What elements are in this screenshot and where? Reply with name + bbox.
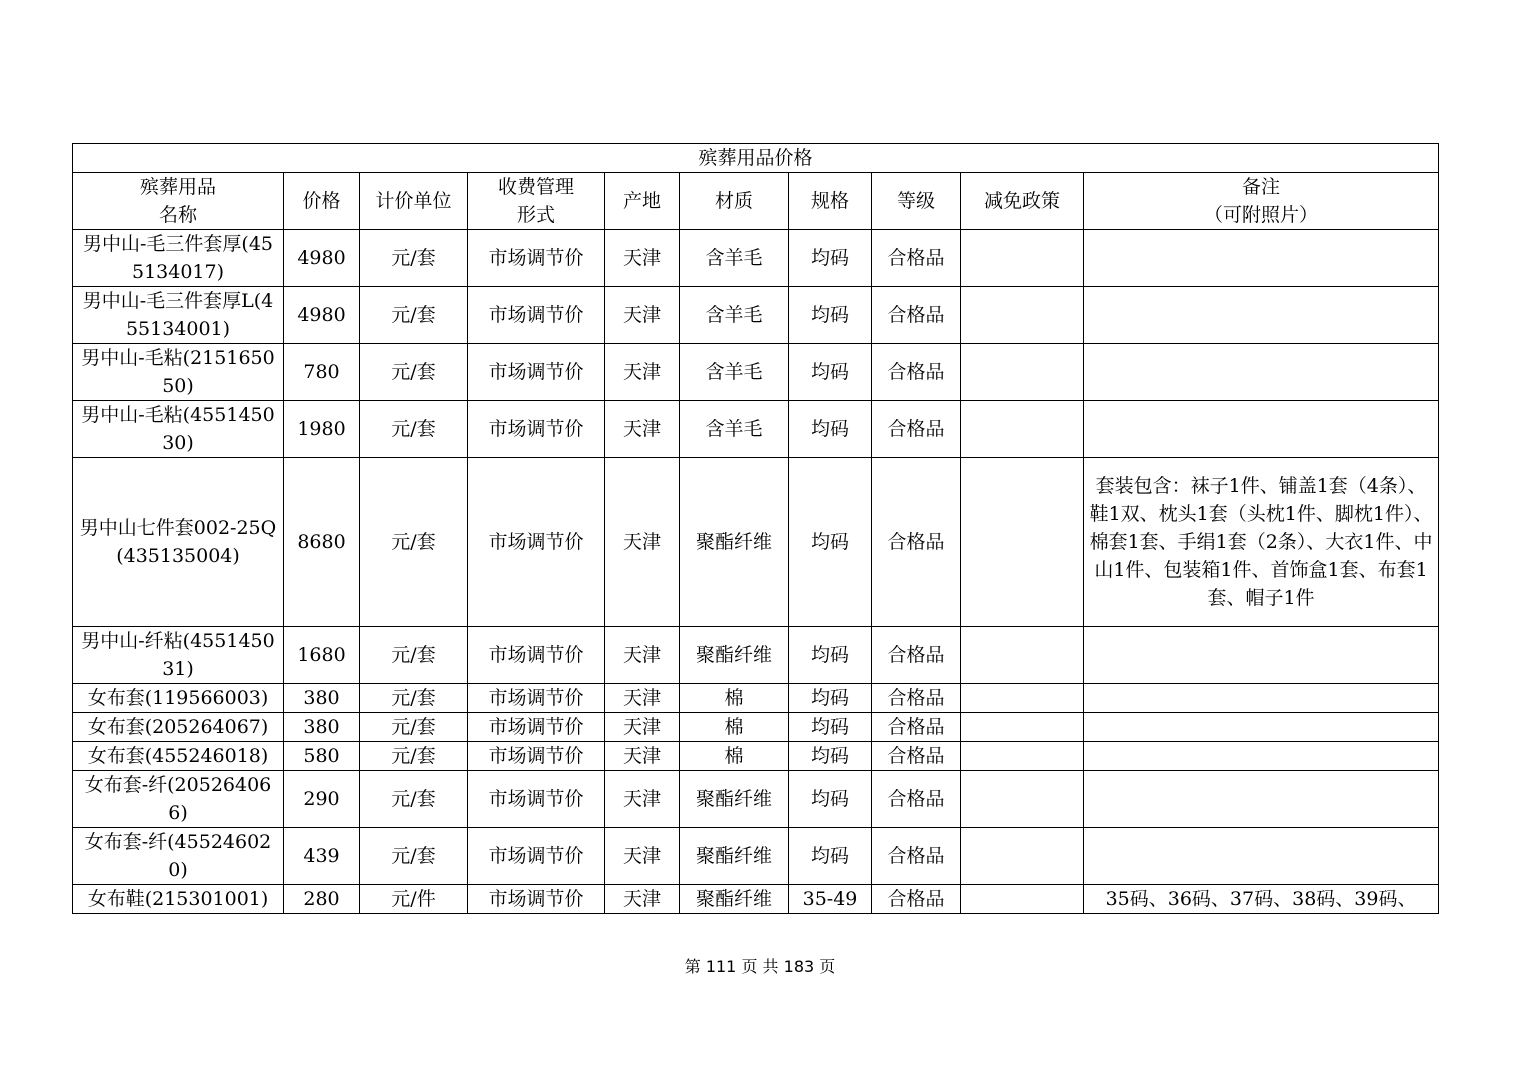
cell-policy	[961, 771, 1084, 828]
cell-origin: 天津	[605, 885, 680, 914]
footer-page-number: 111	[705, 957, 737, 976]
cell-policy	[961, 230, 1084, 287]
cell-mgmt: 市场调节价	[468, 287, 605, 344]
cell-grade: 合格品	[872, 401, 961, 458]
cell-spec: 均码	[789, 344, 872, 401]
cell-spec: 均码	[789, 230, 872, 287]
cell-note	[1084, 230, 1439, 287]
cell-material: 棉	[680, 742, 789, 771]
cell-spec: 均码	[789, 287, 872, 344]
header-spec: 规格	[789, 173, 872, 230]
cell-unit: 元/套	[360, 287, 468, 344]
cell-unit: 元/件	[360, 885, 468, 914]
cell-note	[1084, 287, 1439, 344]
cell-grade: 合格品	[872, 344, 961, 401]
table-row	[73, 771, 1439, 828]
cell-material: 棉	[680, 713, 789, 742]
cell-mgmt: 市场调节价	[468, 771, 605, 828]
cell-name: 女布套-纤(455246020)	[73, 828, 284, 885]
cell-origin: 天津	[605, 458, 680, 627]
cell-mgmt: 市场调节价	[468, 885, 605, 914]
header-mgmt: 收费管理 形式	[468, 173, 605, 230]
cell-policy	[961, 885, 1084, 914]
cell-spec: 均码	[789, 458, 872, 627]
cell-mgmt: 市场调节价	[468, 742, 605, 771]
cell-note	[1084, 742, 1439, 771]
cell-policy	[961, 401, 1084, 458]
cell-unit: 元/套	[360, 828, 468, 885]
cell-spec: 均码	[789, 684, 872, 713]
cell-price: 4980	[284, 287, 360, 344]
cell-mgmt: 市场调节价	[468, 458, 605, 627]
header-grade: 等级	[872, 173, 961, 230]
cell-material: 聚酯纤维	[680, 828, 789, 885]
cell-grade: 合格品	[872, 287, 961, 344]
header-price: 价格	[284, 173, 360, 230]
cell-name: 男中山七件套002-25Q(435135004)	[73, 458, 284, 627]
cell-origin: 天津	[605, 771, 680, 828]
cell-material: 聚酯纤维	[680, 627, 789, 684]
footer-prefix: 第	[684, 957, 701, 976]
cell-mgmt: 市场调节价	[468, 344, 605, 401]
cell-grade: 合格品	[872, 713, 961, 742]
cell-spec: 均码	[789, 401, 872, 458]
cell-policy	[961, 458, 1084, 627]
cell-name: 男中山-毛三件套厚L(455134001)	[73, 287, 284, 344]
footer-mid: 页 共	[741, 957, 779, 976]
table-title-row	[73, 144, 1439, 173]
cell-origin: 天津	[605, 344, 680, 401]
cell-origin: 天津	[605, 287, 680, 344]
cell-grade: 合格品	[872, 230, 961, 287]
header-unit: 计价单位	[360, 173, 468, 230]
header-note: 备注 （可附照片）	[1084, 173, 1439, 230]
cell-name: 女布套(205264067)	[73, 713, 284, 742]
footer-suffix: 页	[819, 957, 836, 976]
cell-origin: 天津	[605, 828, 680, 885]
cell-mgmt: 市场调节价	[468, 684, 605, 713]
cell-spec: 均码	[789, 828, 872, 885]
cell-price: 1680	[284, 627, 360, 684]
cell-note	[1084, 344, 1439, 401]
cell-price: 8680	[284, 458, 360, 627]
cell-policy	[961, 742, 1084, 771]
cell-origin: 天津	[605, 401, 680, 458]
cell-grade: 合格品	[872, 458, 961, 627]
cell-unit: 元/套	[360, 344, 468, 401]
header-policy: 减免政策	[961, 173, 1084, 230]
cell-unit: 元/套	[360, 627, 468, 684]
cell-material: 棉	[680, 684, 789, 713]
cell-grade: 合格品	[872, 828, 961, 885]
cell-name: 男中山-毛粘(455145030)	[73, 401, 284, 458]
cell-origin: 天津	[605, 627, 680, 684]
cell-note: 套装包含：袜子1件、铺盖1套（4条）、鞋1双、枕头1套（头枕1件、脚枕1件）、棉套1套、手绢1套（2条）、大衣1件、中山1件、包装箱1件、首饰盒1套、布套1套、帽子1件	[1084, 458, 1439, 627]
cell-price: 439	[284, 828, 360, 885]
cell-unit: 元/套	[360, 684, 468, 713]
cell-material: 聚酯纤维	[680, 458, 789, 627]
footer-total-pages: 183	[783, 957, 815, 976]
header-origin: 产地	[605, 173, 680, 230]
cell-grade: 合格品	[872, 742, 961, 771]
table-row	[73, 885, 1439, 914]
cell-spec: 均码	[789, 627, 872, 684]
cell-policy	[961, 344, 1084, 401]
cell-spec: 均码	[789, 713, 872, 742]
header-material: 材质	[680, 173, 789, 230]
cell-price: 380	[284, 684, 360, 713]
cell-spec: 35-49	[789, 885, 872, 914]
cell-grade: 合格品	[872, 771, 961, 828]
table-row	[73, 627, 1439, 684]
table-row	[73, 828, 1439, 885]
cell-spec: 均码	[789, 742, 872, 771]
cell-unit: 元/套	[360, 713, 468, 742]
table-row	[73, 742, 1439, 771]
cell-name: 女布鞋(215301001)	[73, 885, 284, 914]
cell-name: 男中山-毛粘(215165050)	[73, 344, 284, 401]
cell-origin: 天津	[605, 742, 680, 771]
cell-name: 男中山-纤粘(455145031)	[73, 627, 284, 684]
cell-policy	[961, 684, 1084, 713]
cell-unit: 元/套	[360, 401, 468, 458]
cell-note	[1084, 401, 1439, 458]
cell-name: 女布套(119566003)	[73, 684, 284, 713]
cell-note	[1084, 713, 1439, 742]
cell-note	[1084, 627, 1439, 684]
table-row	[73, 287, 1439, 344]
cell-material: 含羊毛	[680, 401, 789, 458]
cell-material: 聚酯纤维	[680, 771, 789, 828]
table-row	[73, 713, 1439, 742]
cell-mgmt: 市场调节价	[468, 401, 605, 458]
table-row	[73, 684, 1439, 713]
cell-grade: 合格品	[872, 684, 961, 713]
cell-note	[1084, 684, 1439, 713]
cell-material: 含羊毛	[680, 230, 789, 287]
cell-origin: 天津	[605, 684, 680, 713]
cell-price: 4980	[284, 230, 360, 287]
cell-policy	[961, 713, 1084, 742]
table-header-row	[73, 173, 1439, 230]
cell-grade: 合格品	[872, 885, 961, 914]
cell-unit: 元/套	[360, 458, 468, 627]
cell-price: 380	[284, 713, 360, 742]
cell-price: 580	[284, 742, 360, 771]
cell-name: 女布套(455246018)	[73, 742, 284, 771]
cell-note	[1084, 771, 1439, 828]
table-row	[73, 230, 1439, 287]
cell-name: 男中山-毛三件套厚(455134017)	[73, 230, 284, 287]
cell-price: 280	[284, 885, 360, 914]
cell-policy	[961, 828, 1084, 885]
header-name: 殡葬用品 名称	[73, 173, 284, 230]
cell-unit: 元/套	[360, 230, 468, 287]
cell-material: 含羊毛	[680, 344, 789, 401]
cell-grade: 合格品	[872, 627, 961, 684]
table-title: 殡葬用品价格	[73, 144, 1439, 173]
cell-material: 聚酯纤维	[680, 885, 789, 914]
cell-note: 35码、36码、37码、38码、39码、	[1084, 885, 1439, 914]
table-row	[73, 458, 1439, 627]
cell-mgmt: 市场调节价	[468, 627, 605, 684]
cell-unit: 元/套	[360, 742, 468, 771]
table-row	[73, 344, 1439, 401]
cell-origin: 天津	[605, 230, 680, 287]
cell-name: 女布套-纤(205264066)	[73, 771, 284, 828]
cell-note	[1084, 828, 1439, 885]
price-table	[72, 143, 1439, 914]
cell-policy	[961, 627, 1084, 684]
cell-material: 含羊毛	[680, 287, 789, 344]
cell-spec: 均码	[789, 771, 872, 828]
page-footer	[0, 954, 1520, 977]
cell-unit: 元/套	[360, 771, 468, 828]
cell-origin: 天津	[605, 713, 680, 742]
cell-mgmt: 市场调节价	[468, 230, 605, 287]
cell-price: 1980	[284, 401, 360, 458]
cell-mgmt: 市场调节价	[468, 713, 605, 742]
cell-price: 780	[284, 344, 360, 401]
cell-mgmt: 市场调节价	[468, 828, 605, 885]
cell-policy	[961, 287, 1084, 344]
table-row	[73, 401, 1439, 458]
cell-price: 290	[284, 771, 360, 828]
